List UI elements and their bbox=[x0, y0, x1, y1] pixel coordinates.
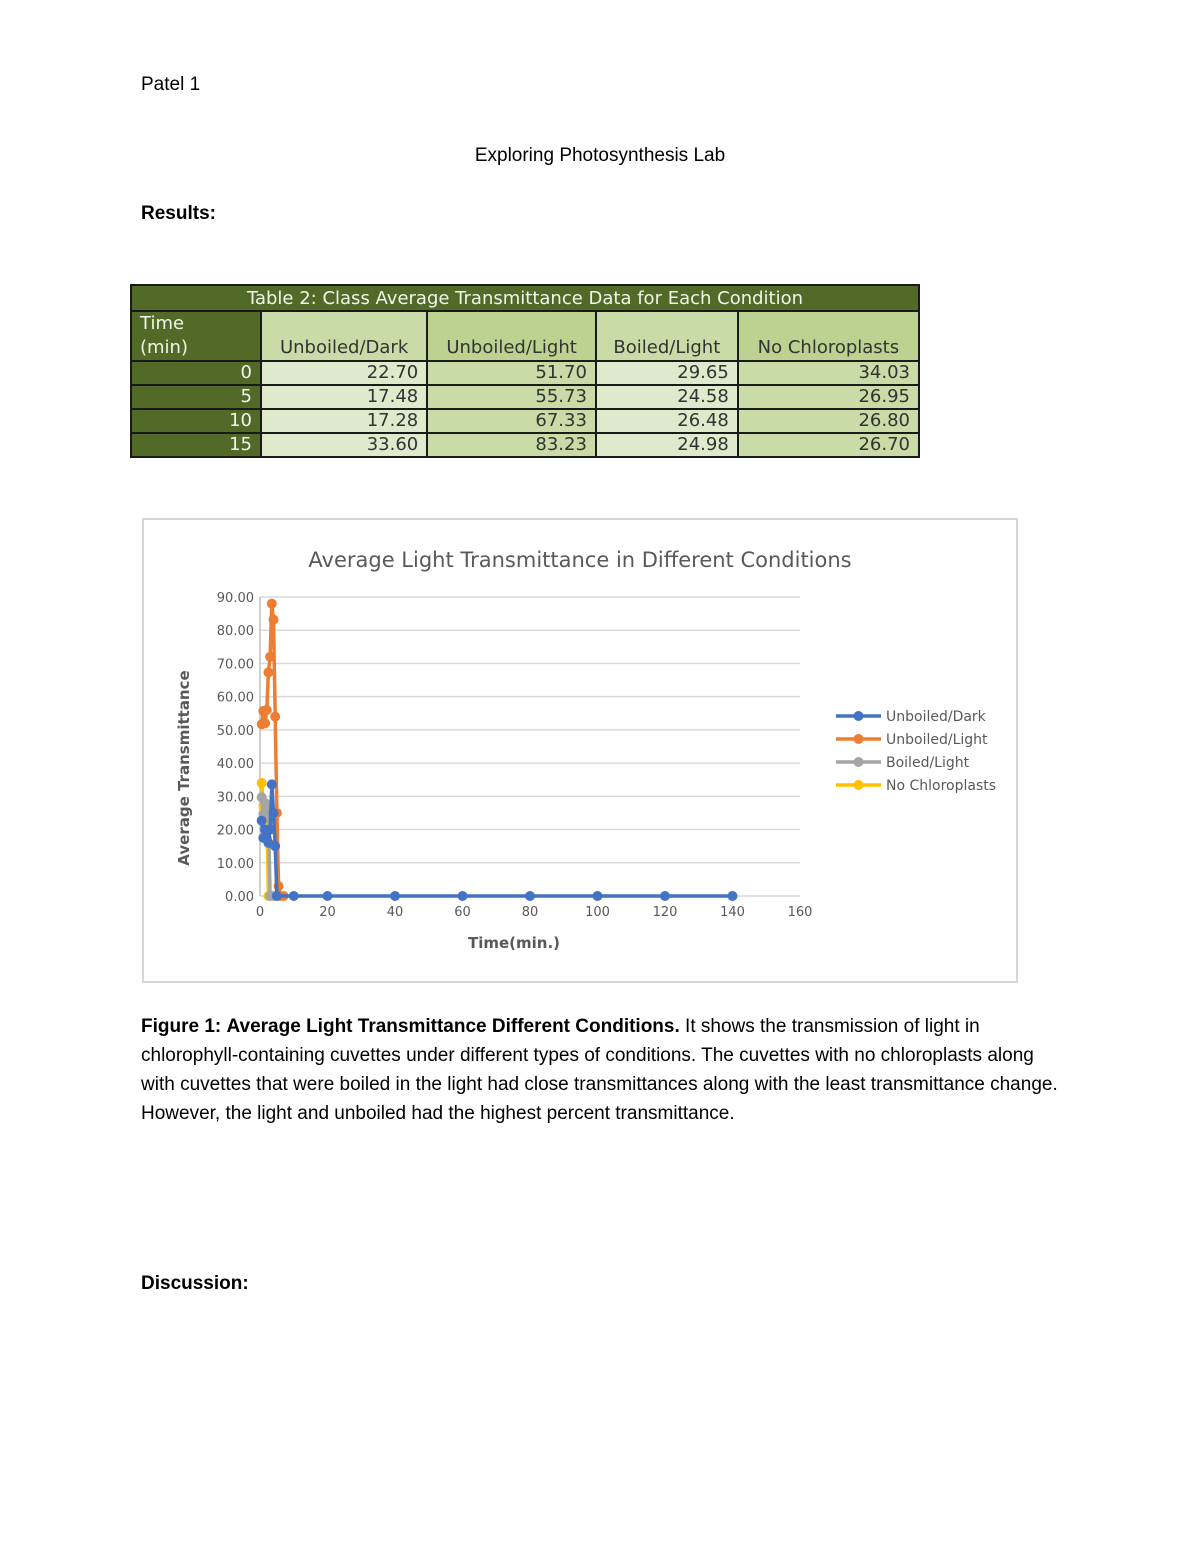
legend-marker bbox=[854, 780, 864, 790]
table-caption-row bbox=[131, 285, 919, 311]
data-point bbox=[263, 667, 273, 677]
data-point bbox=[390, 891, 400, 901]
y-axis-label: Average Transmittance bbox=[175, 670, 193, 866]
chart-title: Average Light Transmittance in Different Conditions bbox=[308, 548, 852, 572]
data-point bbox=[323, 891, 333, 901]
time-column-header bbox=[131, 311, 261, 361]
data-point bbox=[257, 778, 267, 788]
column-header-unboiled-dark: Unboiled/Dark bbox=[261, 311, 427, 361]
y-tick-label: 50.00 bbox=[216, 723, 254, 739]
data-point bbox=[265, 825, 275, 835]
table-row bbox=[131, 385, 919, 409]
data-point bbox=[265, 652, 275, 662]
chart-container bbox=[142, 518, 1018, 983]
figure-description: It shows the transmission of light in chlorophyll-containing cuvettes under different types of conditions. The cuvettes with no chloroplasts along with cuvettes that were boiled in the light had close transmittances along with the least transmittance change. However, the light and unboiled had the highest percent transmittance. bbox=[141, 1016, 1058, 1124]
value-cell: 17.28 bbox=[261, 409, 427, 433]
data-point bbox=[593, 891, 603, 901]
time-header-line2: (min) bbox=[140, 337, 188, 358]
y-tick-label: 70.00 bbox=[216, 657, 254, 673]
data-point bbox=[458, 891, 468, 901]
x-tick-label: 140 bbox=[720, 905, 745, 920]
x-axis-label: Time(min.) bbox=[467, 934, 561, 952]
line-chart bbox=[144, 520, 1016, 981]
data-point bbox=[289, 891, 299, 901]
time-cell: 5 bbox=[131, 385, 261, 409]
value-cell: 55.73 bbox=[427, 385, 596, 409]
y-tick-label: 0.00 bbox=[225, 890, 254, 905]
y-tick-label: 90.00 bbox=[216, 591, 254, 606]
value-cell: 34.03 bbox=[738, 361, 919, 385]
table-row bbox=[131, 409, 919, 433]
value-cell: 29.65 bbox=[596, 361, 738, 385]
data-point bbox=[272, 891, 282, 901]
legend-marker bbox=[854, 734, 864, 744]
value-cell: 33.60 bbox=[261, 433, 427, 457]
series-line bbox=[262, 604, 284, 896]
data-point bbox=[257, 816, 267, 826]
value-cell: 26.95 bbox=[738, 385, 919, 409]
document-title: Exploring Photosynthesis Lab bbox=[474, 145, 726, 166]
data-point bbox=[269, 808, 279, 818]
value-cell: 83.23 bbox=[427, 433, 596, 457]
chart-legend bbox=[836, 709, 996, 794]
transmittance-table bbox=[130, 284, 920, 458]
y-tick-label: 20.00 bbox=[216, 823, 254, 839]
figure-label: Figure 1: bbox=[141, 1016, 222, 1037]
data-point bbox=[262, 705, 272, 715]
series-unboiled-dark bbox=[257, 779, 738, 901]
column-header-unboiled-light: Unboiled/Light bbox=[427, 311, 596, 361]
table-header-row bbox=[131, 311, 919, 361]
time-cell: 10 bbox=[131, 409, 261, 433]
value-cell: 26.80 bbox=[738, 409, 919, 433]
column-header-no-chloroplasts: No Chloroplasts bbox=[738, 311, 919, 361]
legend-label: Unboiled/Dark bbox=[886, 709, 986, 725]
data-point bbox=[270, 712, 280, 722]
time-header-line1: Time bbox=[140, 313, 185, 334]
data-point bbox=[525, 891, 535, 901]
table-row bbox=[131, 433, 919, 457]
value-cell: 26.48 bbox=[596, 409, 738, 433]
value-cell: 17.48 bbox=[261, 385, 427, 409]
results-heading: Results: bbox=[141, 203, 216, 224]
legend-marker bbox=[854, 757, 864, 767]
data-point bbox=[660, 891, 670, 901]
value-cell: 24.98 bbox=[596, 433, 738, 457]
discussion-heading: Discussion: bbox=[141, 1273, 249, 1294]
legend-label: Unboiled/Light bbox=[886, 732, 988, 748]
x-tick-label: 40 bbox=[386, 905, 404, 920]
data-point bbox=[267, 779, 277, 789]
data-point bbox=[269, 615, 279, 625]
legend-item bbox=[836, 778, 996, 794]
legend-marker bbox=[854, 711, 864, 721]
series-line bbox=[262, 784, 733, 896]
x-tick-label: 160 bbox=[787, 905, 813, 920]
value-cell: 26.70 bbox=[738, 433, 919, 457]
time-cell: 15 bbox=[131, 433, 261, 457]
series-unboiled-light bbox=[257, 599, 289, 901]
page-header: Patel 1 bbox=[141, 74, 201, 95]
x-tick-label: 120 bbox=[652, 905, 678, 920]
data-point bbox=[728, 891, 738, 901]
legend-item bbox=[836, 709, 987, 725]
legend-item bbox=[836, 732, 988, 748]
value-cell: 24.58 bbox=[596, 385, 738, 409]
y-tick-label: 40.00 bbox=[216, 757, 254, 773]
column-header-boiled-light: Boiled/Light bbox=[596, 311, 738, 361]
value-cell: 51.70 bbox=[427, 361, 596, 385]
x-tick-label: 0 bbox=[255, 905, 265, 920]
y-tick-label: 10.00 bbox=[216, 856, 254, 872]
value-cell: 67.33 bbox=[427, 409, 596, 433]
y-tick-label: 60.00 bbox=[216, 690, 254, 706]
x-tick-label: 80 bbox=[521, 905, 539, 920]
data-point bbox=[260, 718, 270, 728]
time-cell: 0 bbox=[131, 361, 261, 385]
gridlines bbox=[260, 597, 800, 896]
x-tick-label: 20 bbox=[319, 905, 336, 920]
table-caption: Table 2: Class Average Transmittance Data for Each Condition bbox=[131, 285, 919, 311]
x-tick-label: 60 bbox=[454, 905, 471, 920]
x-tick-label: 100 bbox=[585, 905, 610, 920]
table-row bbox=[131, 361, 919, 385]
y-tick-label: 80.00 bbox=[216, 624, 254, 640]
y-tick-label: 30.00 bbox=[216, 790, 254, 806]
axes bbox=[217, 591, 813, 920]
legend-label: Boiled/Light bbox=[886, 755, 970, 771]
value-cell: 22.70 bbox=[261, 361, 427, 385]
legend-item bbox=[836, 755, 970, 771]
data-point bbox=[270, 841, 280, 851]
data-point bbox=[267, 599, 277, 609]
legend-label: No Chloroplasts bbox=[886, 778, 997, 794]
figure-title: Average Light Transmittance Different Conditions. bbox=[226, 1016, 680, 1037]
series-lines bbox=[257, 599, 738, 901]
figure-caption bbox=[141, 1012, 1071, 1128]
